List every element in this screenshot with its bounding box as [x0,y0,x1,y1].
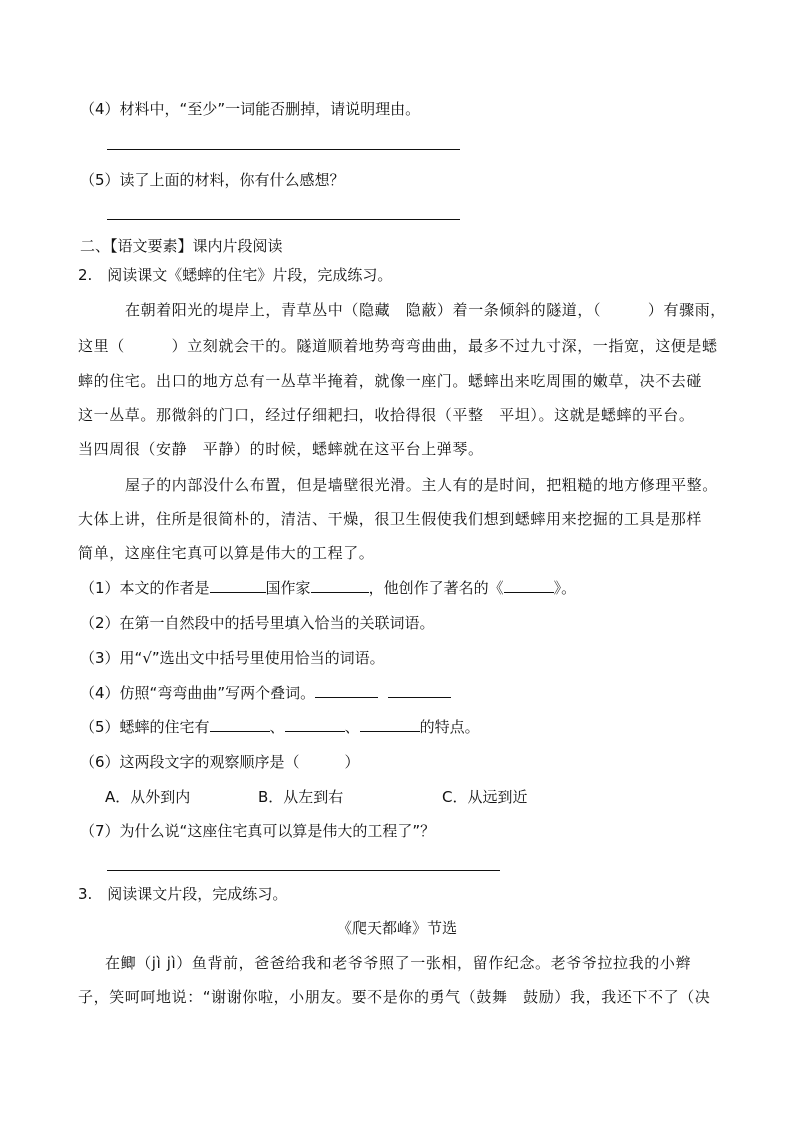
paragraph-1-line-1: 在朝着阳光的堤岸上，青草丛中（隐藏 隐蔽）着一条倾斜的隧道，（ ）有骤雨， [125,301,726,319]
paragraph-2-line-1: 屋子的内部没什么布置，但是墙壁很光滑。主人有的是时间，把粗糙的地方修理平整。 [125,476,718,494]
blank-author-name[interactable] [311,578,369,593]
blank-book-title[interactable] [504,578,554,593]
answer-line-q4[interactable] [107,149,460,150]
section-2-heading: 二、【语文要素】课内片段阅读 [80,237,283,255]
q5-text-end: 的特点。 [419,718,480,736]
option-b[interactable]: B．从左到右 [258,788,344,806]
excerpt-title: 《爬天都峰》节选 [336,919,457,937]
option-c[interactable]: C．从远到近 [442,788,528,806]
q1-text-d: 》。 [553,579,577,597]
blank-author-country[interactable] [210,578,266,593]
q1-text-c: ，他创作了著名的《 [368,579,504,597]
question-2-1 [80,578,576,598]
q5-text-a: （5）蟋蟀的住宅有 [80,718,210,736]
blank-feature-1[interactable] [210,717,270,732]
q1-text-a: （1）本文的作者是 [80,579,210,597]
blank-reduplicated-word-1[interactable] [315,683,378,698]
paragraph-1-line-2: 这里（ ）立刻就会干的。隧道顺着地势弯弯曲曲，最多不过九寸深，一指宽，这便是蟋 [78,337,718,355]
q5-sep-2: 、 [344,718,360,736]
q4-text: （4）仿照“弯弯曲曲”写两个叠词。 [80,684,316,702]
question-2-title: 2. 阅读课文《蟋蟀的住宅》片段，完成练习。 [78,266,393,284]
question-2-4 [80,683,451,703]
answer-line-q5[interactable] [107,219,460,220]
question-2-5 [80,717,480,737]
paragraph-2-line-2: 大体上讲，住所是很简朴的，清洁、干燥，很卫生假使我们想到蟋蟀用来挖掘的工具是那样 [78,510,703,528]
answer-line-q7[interactable] [107,870,500,871]
paragraph-2-line-3: 简单，这座住宅真可以算是伟大的工程了。 [78,544,375,562]
q5-sep-1: 、 [269,718,285,736]
excerpt-line-1: 在鲫（jì jì）鱼背前，爸爸给我和老爷爷照了一张相，留作纪念。老爷爷拉拉我的小辫 [105,954,692,972]
q1-text-b: 国作家 [265,579,311,597]
question-3-title: 3. 阅读课文片段，完成练习。 [78,885,288,903]
question-2-6: （6）这两段文字的观察顺序是（ ） [80,753,360,771]
blank-feature-2[interactable] [285,717,345,732]
question-2-7: （7）为什么说“这座住宅真可以算是伟大的工程了”？ [80,822,436,840]
excerpt-line-2: 子，笑呵呵地说：“谢谢你啦，小朋友。要不是你的勇气（鼓舞 鼓励）我，我还下不了（决 [78,988,711,1006]
paragraph-1-line-3: 蟀的住宅。出口的地方总有一丛草半掩着，就像一座门。蟋蟀出来吃周围的嫩草，决不去碰 [78,372,703,390]
paragraph-1-line-4: 这一丛草。那微斜的门口，经过仔细耙扫，收拾得很（平整 平坦）。这就是蟋蟀的平台。 [78,406,695,424]
question-4-material: （4）材料中，“至少”一词能否删掉，请说明理由。 [80,100,421,118]
blank-feature-3[interactable] [360,717,420,732]
option-a[interactable]: A．从外到内 [105,788,191,806]
blank-reduplicated-word-2[interactable] [388,683,451,698]
question-2-3: （3）用“√”选出文中括号里使用恰当的词语。 [80,649,385,667]
question-2-2: （2）在第一自然段中的括号里填入恰当的关联词语。 [80,614,435,632]
question-5-material: （5）读了上面的材料，你有什么感想？ [80,171,345,189]
paragraph-1-line-5: 当四周很（安静 平静）的时候，蟋蟀就在这平台上弹琴。 [78,440,484,458]
